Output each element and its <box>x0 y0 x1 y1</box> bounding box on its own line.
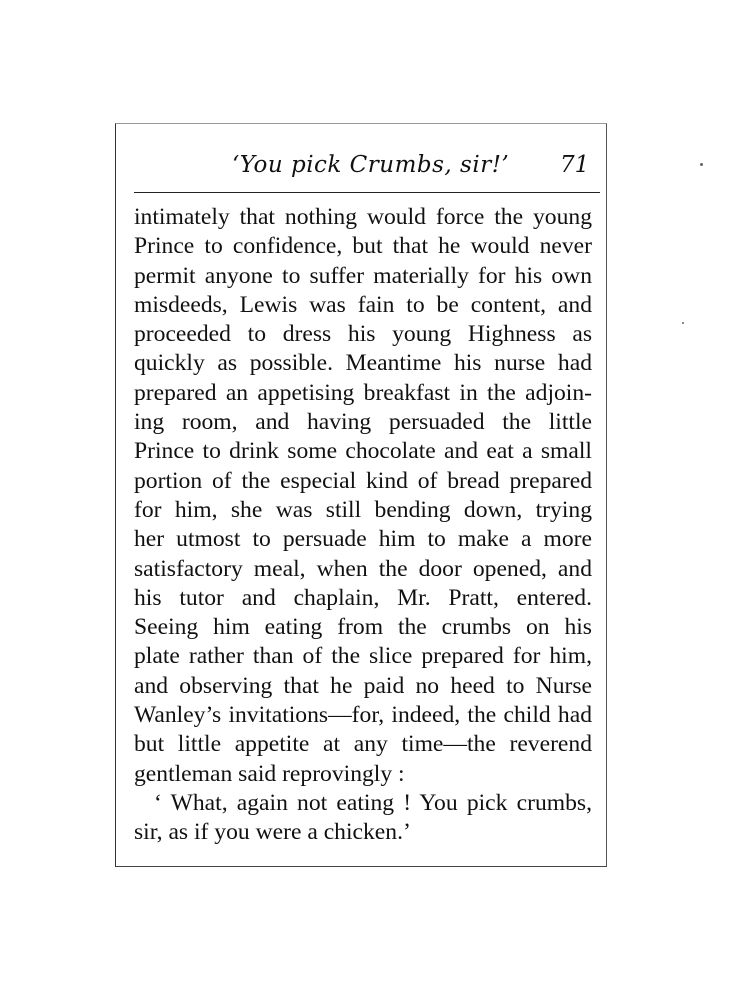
text-line: but little appetite at any time—the reverend <box>134 731 592 758</box>
text-line: ‘ What, again not eating ! You pick crumbs, <box>154 789 592 816</box>
text-line: her utmost to persuade him to make a more <box>134 526 592 553</box>
text-line: satisfactory meal, when the door opened, and <box>134 555 592 582</box>
text-line: misdeeds, Lewis was fain to be content, and <box>134 291 592 318</box>
text-line: Prince to confidence, but that he would never <box>134 233 592 260</box>
text-line: Prince to drink some chocolate and eat a small <box>134 438 592 465</box>
text-line: and observing that he paid no heed to Nurse <box>134 672 592 699</box>
text-line: quickly as possible. Meantime his nurse had <box>134 350 592 377</box>
body-text <box>134 203 592 848</box>
running-head <box>0 152 744 188</box>
text-line: intimately that nothing would force the young <box>134 204 592 230</box>
running-title: ‘You pick Crumbs, sir!’ <box>232 152 510 178</box>
text-line: sir, as if you were a chicken.’ <box>134 819 411 846</box>
text-line: ing room, and having persuaded the little <box>134 409 592 436</box>
header-rule <box>134 192 600 193</box>
text-line: permit anyone to suffer materially for his own <box>134 262 592 289</box>
paper-speck <box>682 322 684 324</box>
text-line: his tutor and chaplain, Mr. Pratt, entered. <box>134 584 592 611</box>
text-line: Seeing him eating from the crumbs on his <box>134 614 592 641</box>
page-number: 71 <box>560 152 590 178</box>
text-line: for him, she was still bending down, trying <box>134 496 592 523</box>
text-line: prepared an appetising breakfast in the adjoin- <box>134 379 592 406</box>
paper-speck <box>700 163 703 166</box>
text-line: plate rather than of the slice prepared for him, <box>134 643 592 670</box>
text-line: gentleman said reprovingly : <box>134 760 405 787</box>
text-line: Wanley’s invitations—for, indeed, the child had <box>134 702 592 729</box>
text-line: portion of the especial kind of bread prepared <box>134 467 592 494</box>
text-line: proceeded to dress his young Highness as <box>134 321 592 348</box>
